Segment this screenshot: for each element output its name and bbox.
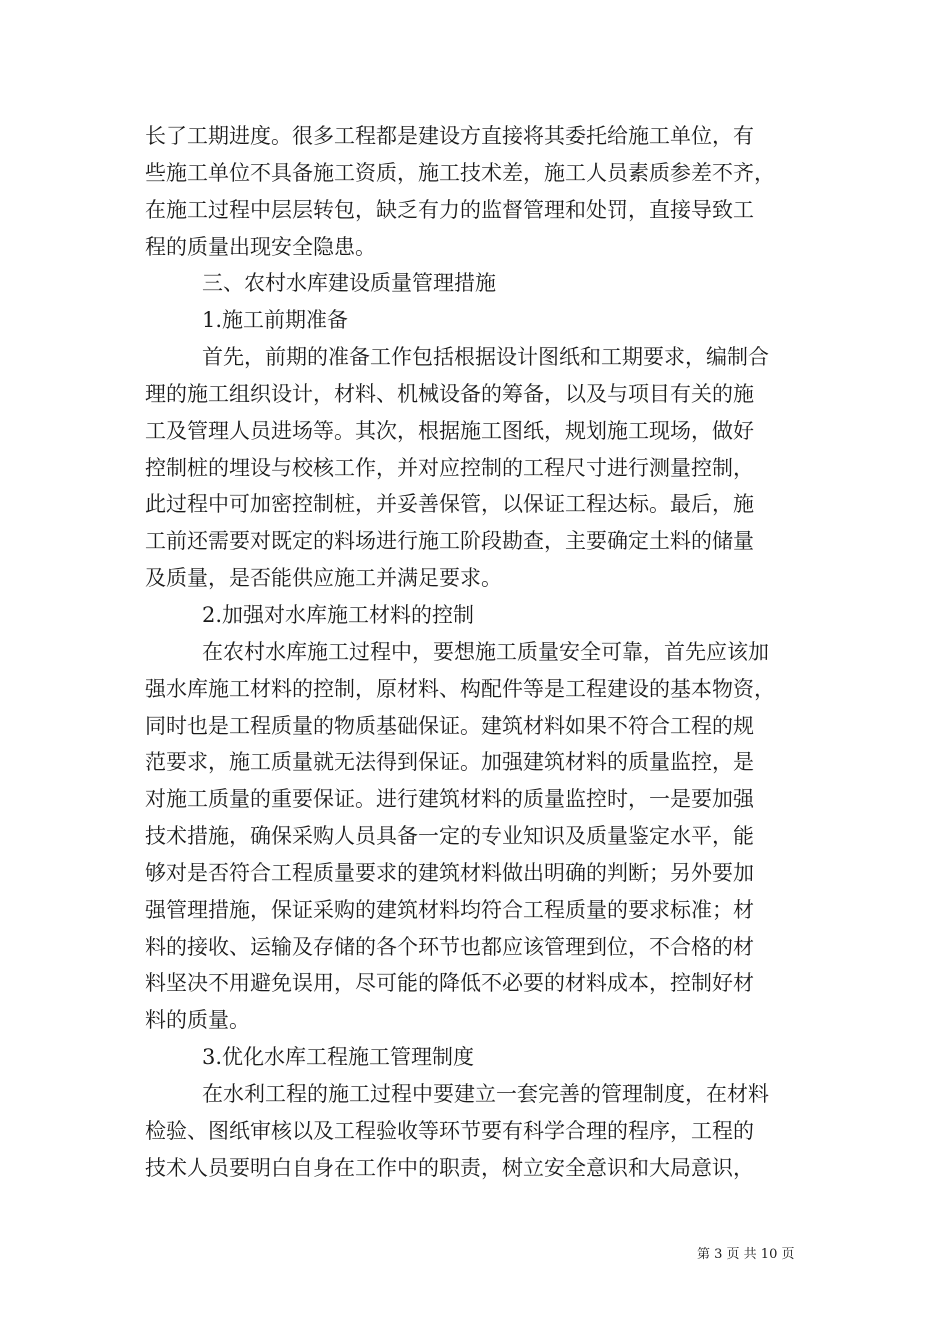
text-line: 料坚决不用避免误用，尽可能的降低不必要的材料成本，控制好材: [145, 971, 754, 996]
text-line: 程的质量出现安全隐患。: [145, 234, 376, 259]
text-line: 在农村水库施工过程中，要想施工质量安全可靠，首先应该加: [202, 639, 769, 664]
section-heading: 三、农村水库建设质量管理措施: [202, 271, 496, 296]
text-line: 些施工单位不具备施工资质，施工技术差，施工人员素质参差不齐，: [145, 160, 775, 185]
text-line: 范要求，施工质量就无法得到保证。加强建筑材料的质量监控，是: [145, 750, 754, 775]
text-line: 料的质量。: [145, 1008, 250, 1033]
text-line: 工及管理人员进场等。其次，根据施工图纸，规划施工现场，做好: [145, 418, 754, 443]
subsection-heading: 1.施工前期准备: [202, 308, 349, 333]
text-line: 技术人员要明白自身在工作中的职责，树立安全意识和大局意识，: [145, 1155, 754, 1180]
page-number: 第 3 页 共 10 页: [697, 1247, 795, 1262]
text-line: 工前还需要对既定的料场进行施工阶段勘查，主要确定土料的储量: [145, 529, 754, 554]
text-line: 检验、图纸审核以及工程验收等环节要有科学合理的程序，工程的: [145, 1118, 754, 1143]
text-line: 强管理措施，保证采购的建筑材料均符合工程质量的要求标准；材: [145, 897, 754, 922]
text-line: 强水库施工材料的控制，原材料、构配件等是工程建设的基本物资，: [145, 676, 775, 701]
document-body: [145, 118, 805, 1186]
text-line: 及质量，是否能供应施工并满足要求。: [145, 566, 502, 591]
text-line: 此过程中可加密控制桩，并妥善保管，以保证工程达标。最后，施: [145, 492, 754, 517]
text-line: 控制桩的埋设与校核工作，并对应控制的工程尺寸进行测量控制，: [145, 455, 754, 480]
text-line: 够对是否符合工程质量要求的建筑材料做出明确的判断；另外要加: [145, 860, 754, 885]
text-line: 对施工质量的重要保证。进行建筑材料的质量监控时，一是要加强: [145, 787, 754, 812]
text-line: 料的接收、运输及存储的各个环节也都应该管理到位，不合格的材: [145, 934, 754, 959]
text-line: 长了工期进度。很多工程都是建设方直接将其委托给施工单位，有: [145, 124, 754, 148]
text-line: 技术措施，确保采购人员具备一定的专业知识及质量鉴定水平，能: [145, 824, 754, 849]
text-line: 在水利工程的施工过程中要建立一套完善的管理制度，在材料: [202, 1081, 769, 1106]
subsection-heading: 2.加强对水库施工材料的控制: [202, 602, 475, 627]
text-line: 在施工过程中层层转包，缺乏有力的监督管理和处罚，直接导致工: [145, 197, 754, 222]
text-line: 首先，前期的准备工作包括根据设计图纸和工期要求，编制合: [202, 345, 769, 370]
text-line: 同时也是工程质量的物质基础保证。建筑材料如果不符合工程的规: [145, 713, 754, 738]
text-line: 理的施工组织设计，材料、机械设备的筹备，以及与项目有关的施: [145, 381, 754, 406]
subsection-heading: 3.优化水库工程施工管理制度: [202, 1045, 475, 1070]
